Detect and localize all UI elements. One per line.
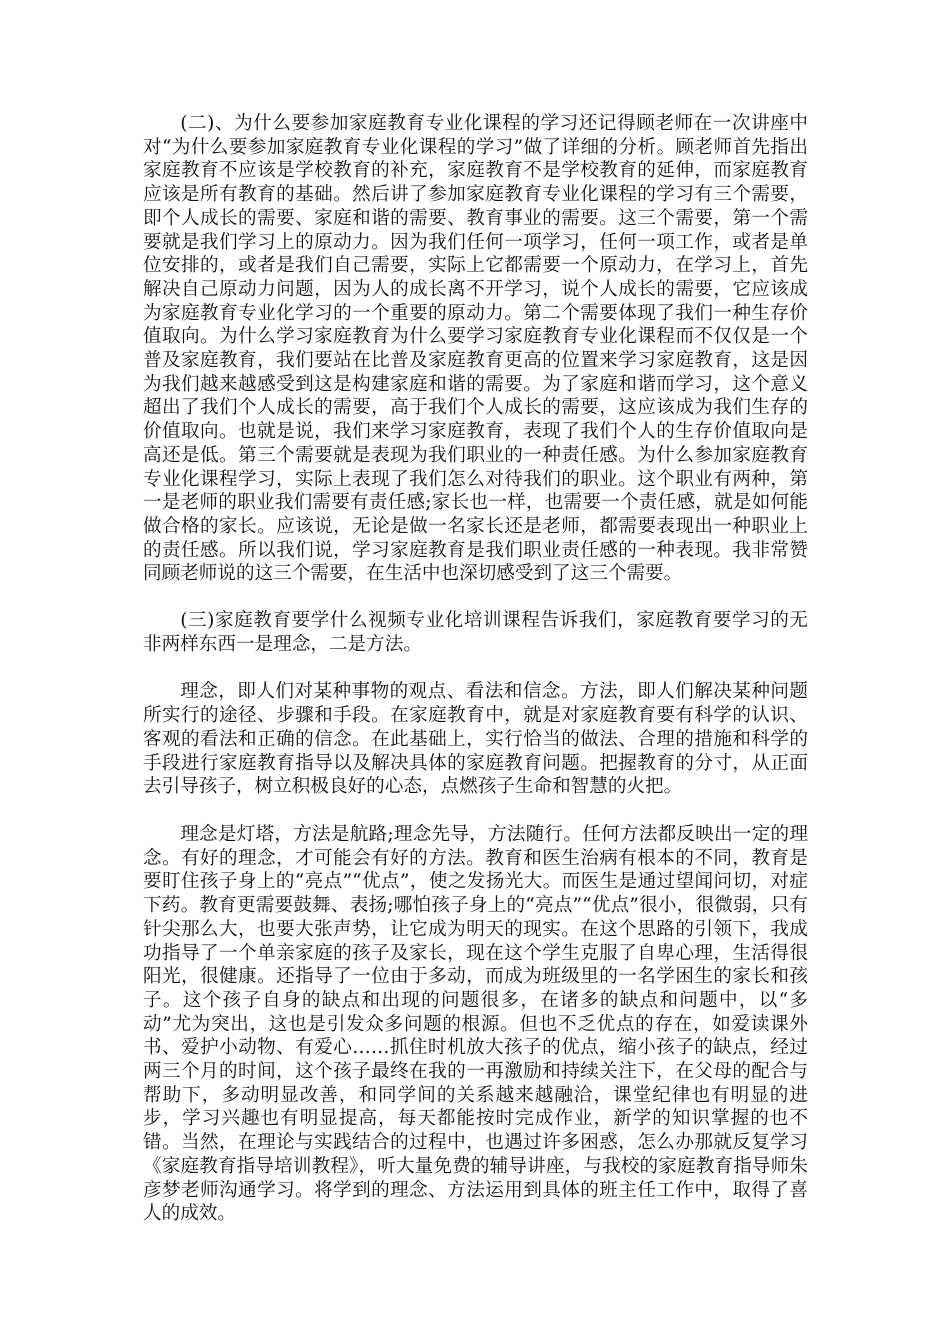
- paragraph-lighthouse: 理念是灯塔，方法是航路;理念先导，方法随行。任何方法都反映出一定的理念。有好的理念，才可能会有好的方法。教育和医生治病有根本的不同，教育是要盯住孩子身上的“亮点”“优点”，使之发扬光大。而医生是通过望闻问切，对症下药。教育更需要鼓舞、表扬;哪怕孩子身上的“亮点”“优点”很小，很微弱，只有针尖那么大，也要大张声势，让它成为明天的现实。在这个思路的引领下，我成功指导了一个单亲家庭的孩子及家长，现在这个学生克服了自卑心理，生活得很阳光，很健康。还指导了一位由于多动，而成为班级里的一名学困生的家长和孩子。这个孩子自身的缺点和出现的问题很多，在诸多的缺点和问题中，以“多动”尤为突出，这也是引发众多问题的根源。但也不乏优点的存在，如爱读课外书、爱护小动物、有爱心……抓住时机放大孩子的优点，缩小孩子的缺点，经过两三个月的时间，这个孩子最终在我的一再激励和持续关注下，在父母的配合与帮助下，多动明显改善，和同学间的关系越来越融洽，课堂纪律也有明显的进步，学习兴趣也有明显提高，每天都能按时完成作业，新学的知识掌握的也不错。当然，在理论与实践结合的过程中，也遇过许多困惑，怎么办那就反复学习《家庭教育指导培训教程》，听大量免费的辅导讲座，与我校的家庭教育指导师朱彦梦老师沟通学习。将学到的理念、方法运用到具体的班主任工作中，取得了喜人的成效。: [143, 823, 808, 1225]
- paragraph-why-study: (二)、为什么要参加家庭教育专业化课程的学习还记得顾老师在一次讲座中对“为什么要参加家庭教育专业化课程的学习”做了详细的分析。顾老师首先指出家庭教育不应该是学校教育的补充，家庭教育不是学校教育的延伸，而家庭教育应该是所有教育的基础。然后讲了参加家庭教育专业化课程的学习有三个需要，即个人成长的需要、家庭和谐的需要、教育事业的需要。这三个需要，第一个需要就是我们学习上的原动力。因为我们任何一项学习，任何一项工作，或者是单位安排的，或者是我们自己需要，实际上它都需要一个原动力，在学习上，首先解决自己原动力问题，因为人的成长离不开学习，说个人成长的需要，它应该成为家庭教育专业化学习的一个重要的原动力。第二个需要体现了我们一种生存价值取向。为什么学习家庭教育为什么要学习家庭教育专业化课程而不仅仅是一个普及家庭教育，我们要站在比普及家庭教育更高的位置来学习家庭教育，这是因为我们越来越感受到这是构建家庭和谐的需要。为了家庭和谐而学习，这个意义超出了我们个人成长的需要，高于我们个人成长的需要，这应该成为我们生存的价值取向。也就是说，我们来学习家庭教育，表现了我们个人的生存价值取向是高还是低。第三个需要就是表现为我们职业的一种责任感。为什么参加家庭教育专业化课程学习，实际上表现了我们怎么对待我们的职业。这个职业有两种，第一是老师的职业我们需要有责任感;家长也一样，也需要一个责任感，就是如何能做合格的家长。应该说，无论是做一名家长还是老师，都需要表现出一种职业上的责任感。所以我们说，学习家庭教育是我们职业责任感的一种表现。我非常赞同顾老师说的这三个需要，在生活中也深切感受到了这三个需要。: [143, 113, 808, 585]
- paragraph-concept-method: 理念，即人们对某种事物的观点、看法和信念。方法，即人们解决某种问题所实行的途径、步骤和手段。在家庭教育中，就是对家庭教育要有科学的认识、客观的看法和正确的信念。在此基础上，实行恰当的做法、合理的措施和科学的手段进行家庭教育指导以及解决具体的家庭教育问题。把握教育的分寸，从正面去引导孩子，树立积极良好的心态，点燃孩子生命和智慧的火把。: [143, 681, 808, 798]
- document-body: [143, 112, 808, 1226]
- paragraph-what-to-study: (三)家庭教育要学什么视频专业化培训课程告诉我们，家庭教育要学习的无非两样东西一是理念，二是方法。: [143, 610, 808, 655]
